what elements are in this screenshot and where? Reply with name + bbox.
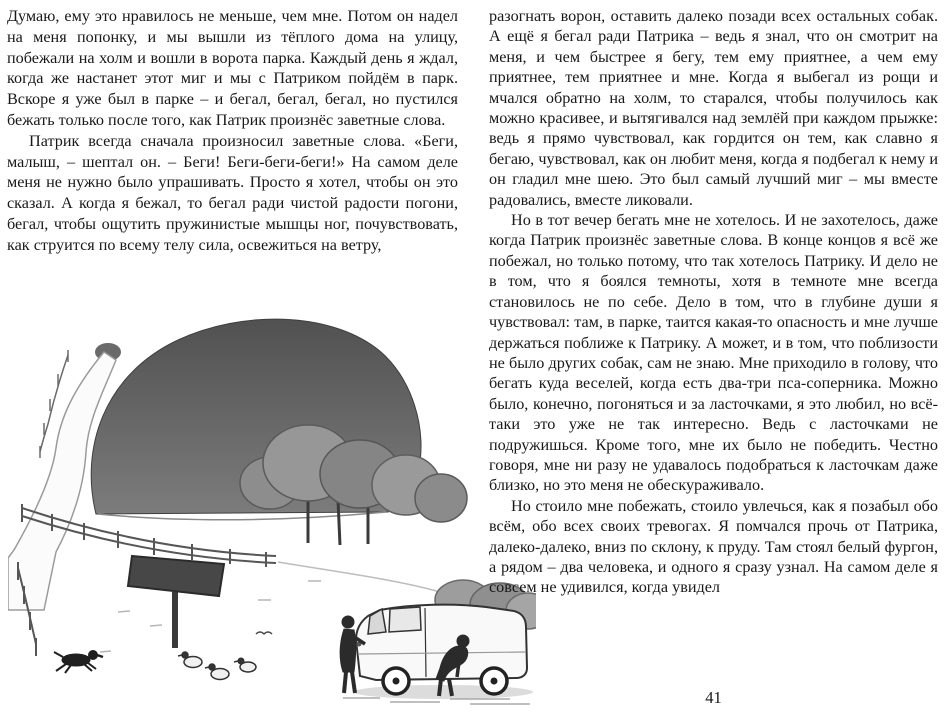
paragraph: Думаю, ему это нравилось не меньше, чем мне. Потом он надел на меня попонку, и мы вышли из тёплого дома на улицу, побежали на холм и вошли в ворота парка. Каждый день я ждал, когда же настанет этот миг и мы с Патриком пойдём в парк. Вскоре я уже был в парке – и бегал, бегал, бегал, но пустился бежать только после того, как Патрик произнёс заветные слова.	[7, 7, 458, 129]
paragraph: Но стоило мне побежать, стоило увлечься, как я позабыл обо всём, обо всех своих тревогах. Я помчался прочь от Патрика, далеко-далеко, вниз по склону, к пруду. Там стоял белый фургон, а рядом – два человека, и одного я сразу узнал. На самом деле я совсем не удивился, когда увидел	[489, 496, 938, 597]
running-dog	[54, 651, 103, 674]
park-illustration	[8, 300, 536, 706]
page-number: 41	[705, 688, 722, 707]
left-text-column	[7, 6, 458, 256]
right-text-column	[489, 6, 938, 598]
signpost	[128, 556, 224, 648]
ducks	[178, 632, 272, 680]
paragraph: Патрик всегда сначала произносил заветные слова. «Беги, малыш, – шептал он. – Беги! Беги-беги-беги!» На самом деле меня не нужно было упрашивать. Просто я хотел, чтобы он это сказал. А когда я бежал, то бегал ради чистой радости погони, бегал, чтобы ощутить пружинистые мышцы ног, почувствовать, как струится по всему телу сила, освежиться на ветру,	[7, 131, 458, 254]
paragraph: Но в тот вечер бегать мне не хотелось. И не захотелось, даже когда Патрик произнёс заветные слова. В конце концов я всё же побежал, но только потому, что так хотелось Патрику. И дело не в том, что я боялся темноты, хотя в темноте мне всегда становилось не по себе. Дело в том, что в глубине души я чувствовал: там, в парке, таится какая-то опасность и мне лучше держаться поближе к Патрику. А может, и в том, что поблизости не было других собак, сам не знаю. Мне приходило в голову, что бегать куда веселей, когда есть два-три пса-соперника. Можно было, конечно, погоняться и за ласточками, я это любил, но всё-таки это уже не так интересно. Ведь с ласточками не подружишься. Кроме того, мне их было не победить. Честно говоря, мне ни разу не удавалось подобраться к ласточкам даже близко, но это меня не обескураживало.	[489, 211, 938, 495]
paragraph: разогнать ворон, оставить далеко позади всех остальных собак. А ещё я бегал ради Патрика – ведь я знал, что он смотрит на меня, и чем быстрее я бегу, тем ему приятнее, а чем ему приятнее, тем приятнее и мне. Когда я выбегал из рощи и мчался обратно на холм, то старался, чтобы получилось как можно красивее, и вытягивался над землёй при каждом прыжке: ведь я прямо чувствовал, как гордится он тем, как славно я бегаю, чувствовал, как он любит меня, когда я подбегал к нему и он гладил мне шею. Это был самый лучший миг – мы вместе радовались, вместе ликовали.	[489, 7, 938, 209]
